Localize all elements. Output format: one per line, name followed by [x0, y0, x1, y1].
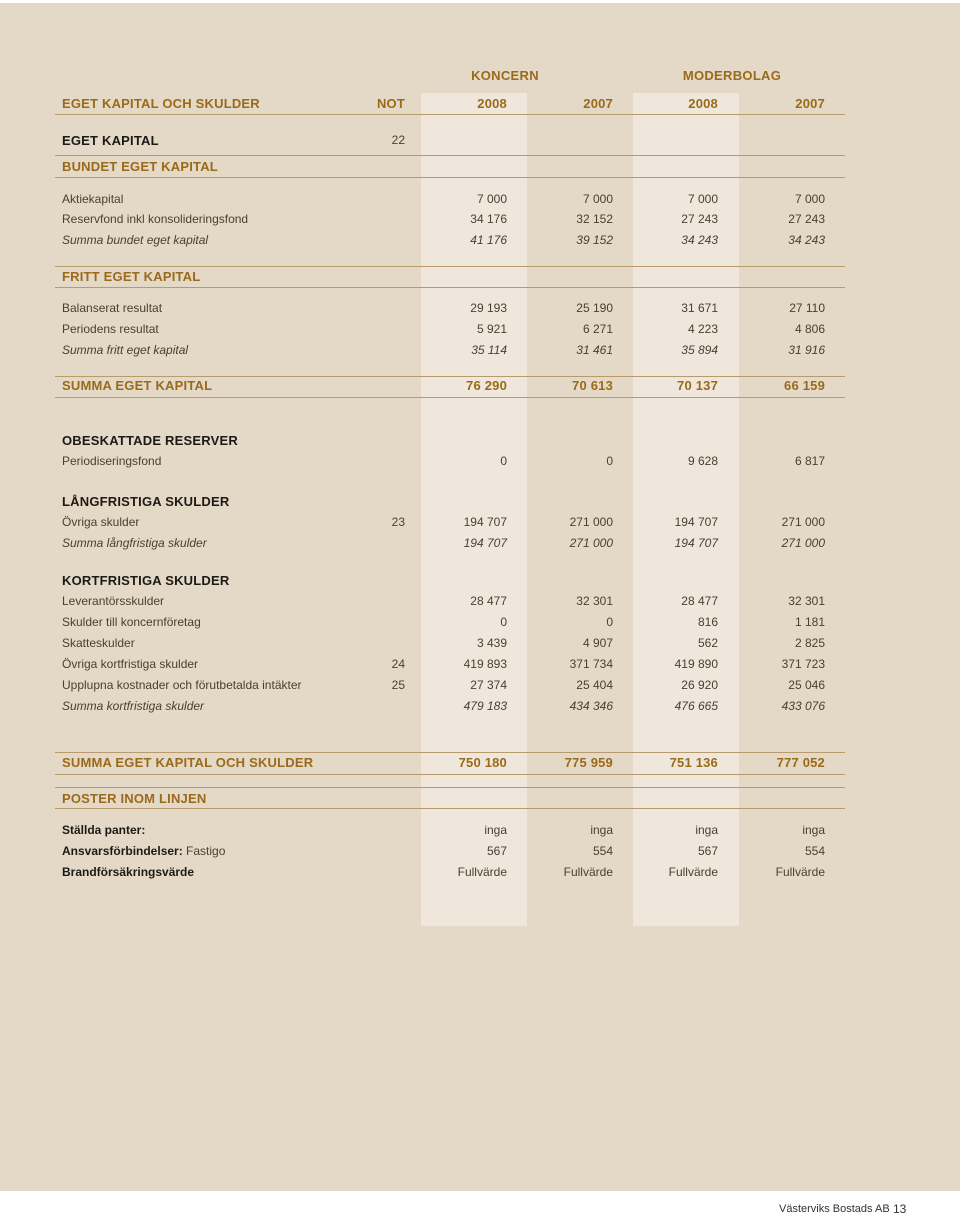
cell: 271 000 [569, 515, 613, 529]
fritt-heading-row [55, 266, 845, 287]
cell: 26 920 [681, 678, 718, 692]
table-row [55, 862, 845, 883]
cell: 777 052 [776, 755, 825, 770]
cell: inga [484, 823, 507, 837]
cell: 7 000 [476, 192, 507, 206]
year-header: 2007 [795, 96, 825, 111]
cell: 27 110 [789, 301, 825, 315]
cell: 775 959 [564, 755, 613, 770]
sum-row [55, 533, 845, 554]
cell: 31 671 [681, 301, 718, 315]
cell: 194 707 [674, 515, 718, 529]
row-label: Aktiekapital [62, 192, 124, 206]
table-row [55, 654, 845, 675]
poster-heading-row [55, 788, 845, 809]
cell: 7 000 [794, 192, 825, 206]
cell: 35 114 [471, 343, 507, 357]
sum-row [55, 230, 845, 251]
table-row [55, 633, 845, 654]
row-label: Summa fritt eget kapital [62, 343, 189, 357]
note-header: NOT [376, 96, 405, 111]
year-header: 2008 [688, 96, 718, 111]
langfristiga-title: LÅNGFRISTIGA SKULDER [62, 494, 230, 509]
cell: 419 893 [463, 657, 507, 671]
cell: 25 404 [576, 678, 613, 692]
table-row [55, 591, 845, 612]
table-row [55, 189, 845, 210]
table-row [55, 512, 845, 533]
row-label: Reservfond inkl konsolideringsfond [62, 212, 249, 226]
bundet-heading-row [55, 156, 845, 177]
table-row [55, 675, 845, 696]
cell: 371 723 [781, 657, 825, 671]
column-header-row [55, 93, 845, 114]
cell: 6 817 [794, 454, 825, 468]
note-ref: 22 [391, 133, 405, 147]
cell: 5 921 [476, 322, 507, 336]
note-ref: 25 [391, 678, 405, 692]
group-header-koncern: KONCERN [471, 68, 539, 83]
cell: 554 [592, 844, 613, 858]
group-header-moderbolag: MODERBOLAG [682, 68, 782, 83]
row-label: SUMMA EGET KAPITAL OCH SKULDER [62, 755, 314, 770]
bundet-title: BUNDET EGET KAPITAL [62, 159, 218, 174]
cell: Fullvärde [668, 865, 718, 879]
cell: 194 707 [463, 515, 507, 529]
cell: 554 [804, 844, 825, 858]
kortfristiga-title: KORTFRISTIGA SKULDER [62, 573, 230, 588]
cell: 29 193 [470, 301, 507, 315]
eget-kapital-heading-row [55, 130, 845, 151]
row-label [62, 862, 194, 883]
cell: 0 [500, 454, 507, 468]
cell: 433 076 [781, 699, 825, 713]
cell: 479 183 [463, 699, 507, 713]
row-label: Summa långfristiga skulder [62, 536, 207, 550]
cell: 32 301 [576, 594, 613, 608]
cell: 34 243 [788, 233, 825, 247]
kortfristiga-heading-row [55, 570, 845, 591]
rule [55, 177, 845, 178]
cell: 7 000 [687, 192, 718, 206]
cell: 751 136 [669, 755, 718, 770]
row-label: SUMMA EGET KAPITAL [62, 378, 213, 393]
cell: 28 477 [681, 594, 718, 608]
cell: 476 665 [674, 699, 718, 713]
cell: Fullvärde [775, 865, 825, 879]
cell: 41 176 [470, 233, 507, 247]
eget-kapital-title: EGET KAPITAL [62, 133, 159, 148]
cell: 0 [500, 615, 507, 629]
cell: inga [802, 823, 825, 837]
cell: 35 894 [681, 343, 718, 357]
row-label-strong: Ställda panter: [62, 823, 146, 837]
cell: 4 223 [687, 322, 718, 336]
obeskattade-heading-row [55, 430, 845, 451]
sum-row [55, 340, 845, 361]
row-label: Summa bundet eget kapital [62, 233, 209, 247]
cell: inga [695, 823, 718, 837]
row-label: Summa kortfristiga skulder [62, 699, 205, 713]
cell: 70 613 [572, 378, 613, 393]
cell: 419 890 [674, 657, 718, 671]
cell: 750 180 [458, 755, 507, 770]
fritt-title: FRITT EGET KAPITAL [62, 269, 201, 284]
cell: 25 046 [788, 678, 825, 692]
cell: 39 152 [576, 233, 613, 247]
table-row [55, 820, 845, 841]
cell: 1 181 [794, 615, 825, 629]
cell: 0 [606, 454, 613, 468]
row-label: Skatteskulder [62, 636, 135, 650]
row-label: Övriga skulder [62, 515, 140, 529]
cell: 76 290 [466, 378, 507, 393]
cell: 31 461 [576, 343, 613, 357]
row-label: Upplupna kostnader och förutbetalda intäkter [62, 678, 302, 692]
cell: 28 477 [470, 594, 507, 608]
year-header: 2007 [583, 96, 613, 111]
cell: Fullvärde [457, 865, 507, 879]
cell: 6 271 [582, 322, 613, 336]
cell: 27 243 [788, 212, 825, 226]
sum-row [55, 696, 845, 717]
cell: 567 [486, 844, 507, 858]
table-row [55, 451, 845, 472]
cell: 816 [697, 615, 718, 629]
row-label: Periodiseringsfond [62, 454, 162, 468]
cell: 32 301 [788, 594, 825, 608]
cell: inga [590, 823, 613, 837]
row-label [62, 841, 225, 862]
cell: 0 [606, 615, 613, 629]
cell: 371 734 [569, 657, 613, 671]
table-row [55, 298, 845, 319]
note-ref: 23 [391, 515, 405, 529]
row-label-strong: Ansvarsförbindelser: [62, 844, 183, 858]
section-title: EGET KAPITAL OCH SKULDER [62, 96, 260, 111]
cell: 434 346 [569, 699, 613, 713]
cell: 34 243 [681, 233, 718, 247]
cell: 4 907 [582, 636, 613, 650]
row-label [62, 820, 145, 841]
year-header: 2008 [477, 96, 507, 111]
cell: 271 000 [781, 536, 825, 550]
table-row [55, 209, 845, 230]
rule [55, 397, 845, 398]
cell: 7 000 [582, 192, 613, 206]
cell: 9 628 [687, 454, 718, 468]
cell: 194 707 [674, 536, 718, 550]
footer-company: Västerviks Bostads AB [779, 1203, 890, 1215]
cell: Fullvärde [563, 865, 613, 879]
summa-total-row [55, 752, 845, 773]
note-ref: 24 [391, 657, 405, 671]
cell: 25 190 [576, 301, 613, 315]
cell: 31 916 [788, 343, 825, 357]
cell: 562 [697, 636, 718, 650]
rule [55, 808, 845, 809]
cell: 194 707 [463, 536, 507, 550]
poster-title: POSTER INOM LINJEN [62, 791, 207, 806]
cell: 27 243 [681, 212, 718, 226]
table-row [55, 841, 845, 862]
cell: 27 374 [470, 678, 507, 692]
cell: 4 806 [794, 322, 825, 336]
row-label: Balanserat resultat [62, 301, 163, 315]
rule [55, 774, 845, 775]
row-label: Övriga kortfristiga skulder [62, 657, 199, 671]
cell: 32 152 [576, 212, 613, 226]
row-label: Leverantörsskulder [62, 594, 165, 608]
row-label-strong: Brandförsäkringsvärde [62, 865, 195, 879]
cell: 3 439 [476, 636, 507, 650]
langfristiga-heading-row [55, 491, 845, 512]
row-label: Periodens resultat [62, 322, 159, 336]
rule [55, 114, 845, 115]
row-label: Skulder till koncernföretag [62, 615, 201, 629]
obeskattade-title: OBESKATTADE RESERVER [62, 433, 238, 448]
table-row [55, 612, 845, 633]
cell: 66 159 [784, 378, 825, 393]
cell: 34 176 [470, 212, 507, 226]
row-label-suffix: Fastigo [182, 844, 226, 858]
summa-eget-kapital-row [55, 375, 845, 396]
cell: 2 825 [794, 636, 825, 650]
cell: 70 137 [677, 378, 718, 393]
cell: 271 000 [569, 536, 613, 550]
rule [55, 287, 845, 288]
page-number: 13 [893, 1202, 907, 1216]
cell: 271 000 [781, 515, 825, 529]
table-row [55, 319, 845, 340]
cell: 567 [697, 844, 718, 858]
